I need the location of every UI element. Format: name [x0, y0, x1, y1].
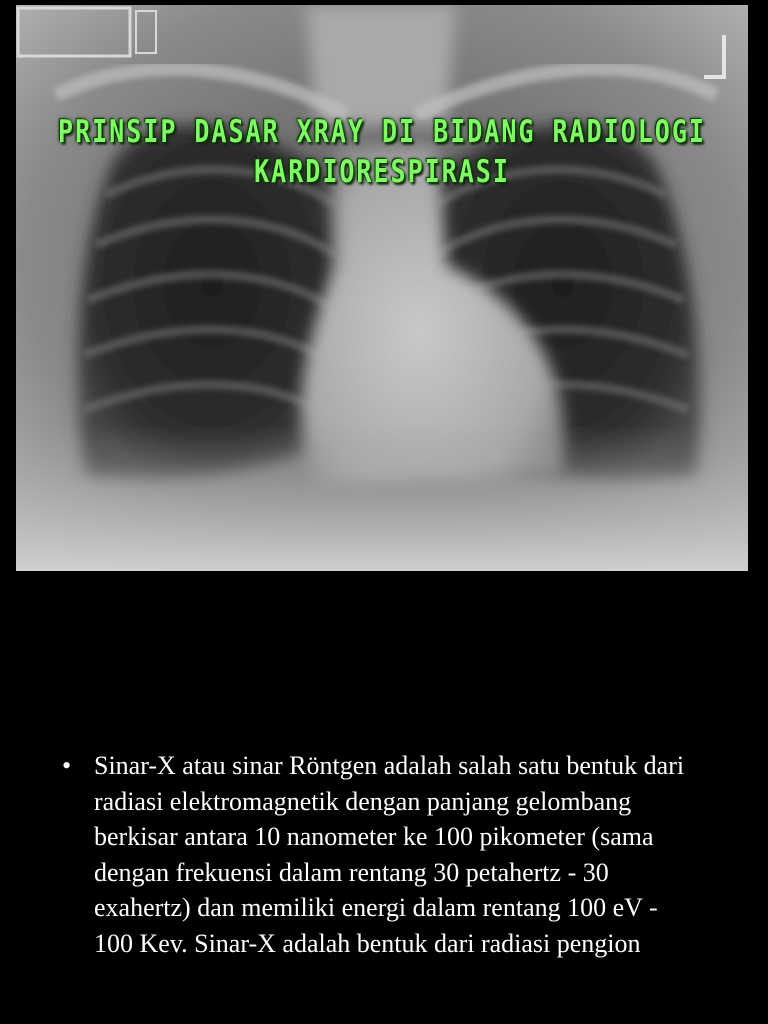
slide-title-line2: KARDIORESPIRASI	[254, 153, 510, 190]
bullet-marker: •	[62, 751, 72, 780]
bullet-list	[62, 748, 702, 961]
bullet-item	[62, 748, 702, 961]
bullet-text: Sinar-X atau sinar Röntgen adalah salah satu bentuk dari radiasi elektromagnetik dengan panjang gelombang berkisar antara 10 nanometer ke 100 pikometer (sama dengan frekuensi dalam rentang 30 petahertz - 30 exahertz) dan memiliki energi dalam rentang 100 eV - 100 Kev. Sinar-X adalah bentuk dari radiasi pengion	[94, 751, 685, 958]
chest-xray-image	[16, 5, 748, 571]
xray-graphic	[16, 5, 748, 571]
slide-title-line1: PRINSIP DASAR XRAY DI BIDANG RADIOLOGI	[58, 113, 706, 150]
